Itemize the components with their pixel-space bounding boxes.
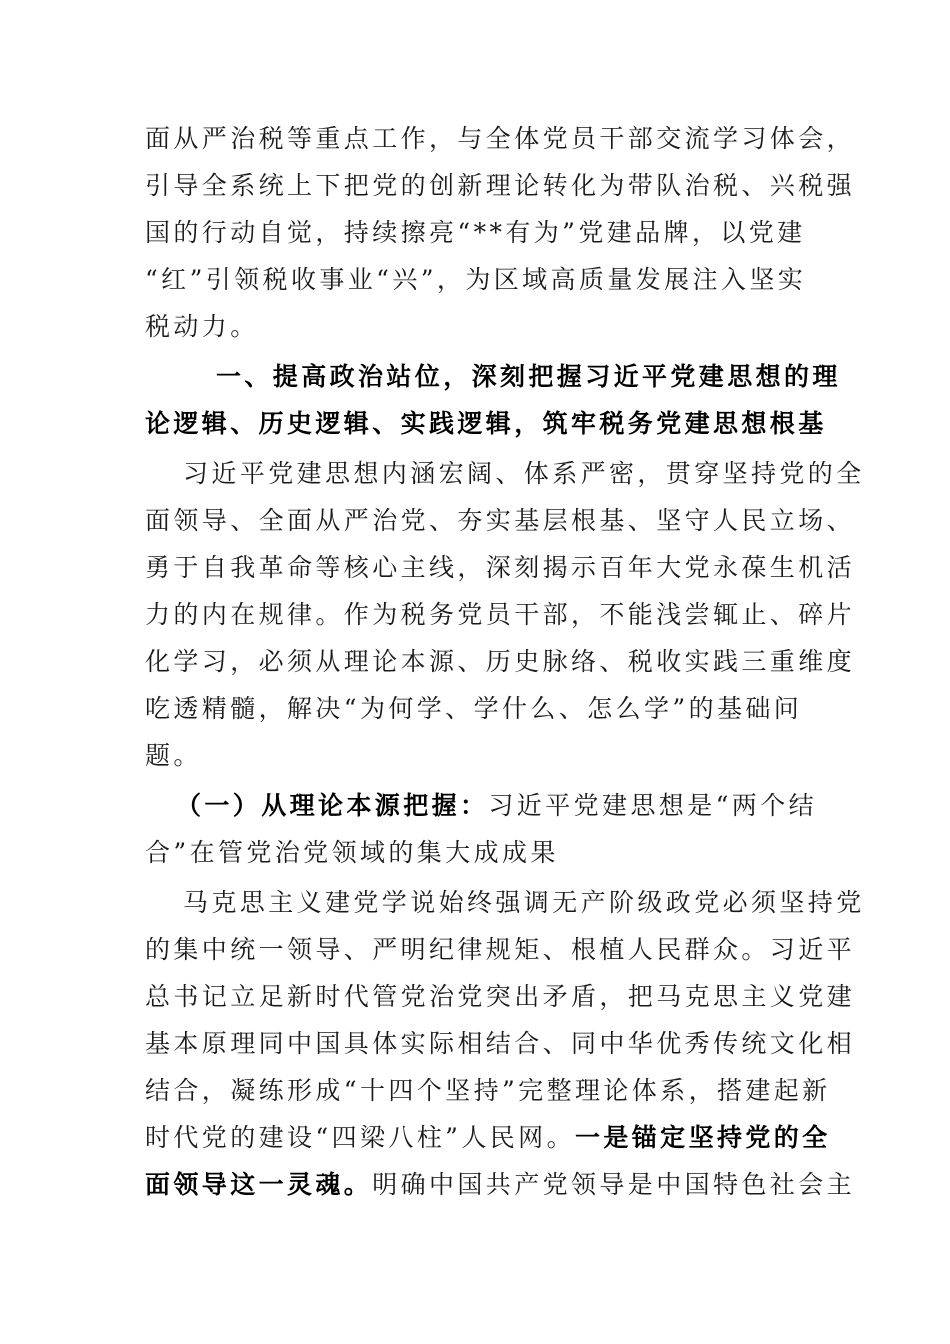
paragraph-1-line-1: 习近平党建思想内涵宏阔、体系严密，贯穿坚持党的全 [183, 459, 865, 488]
paragraph-2-line-2: 的集中统一领导、严明纪律规矩、根植人民群众。习近平 [145, 935, 856, 964]
paragraph-1-line-7: 题。 [145, 741, 202, 770]
paragraph-1-line-5: 化学习，必须从理论本源、历史脉络、税收实践三重维度 [145, 647, 856, 676]
paragraph-2-line-4: 基本原理同中国具体实际相结合、同中华优秀传统文化相 [145, 1029, 856, 1058]
paragraph-1-line-4: 力的内在规律。作为税务党员干部，不能浅尝辄止、碎片 [145, 600, 856, 629]
subsection-heading-line-2: 合”在管党治党领域的集大成成果 [145, 838, 559, 867]
intro-line-4: “红”引领税收事业“兴”，为区域高质量发展注入坚实 [145, 265, 807, 294]
section-heading-line-1: 一、提高政治站位，深刻把握习近平党建思想的理 [216, 362, 841, 391]
paragraph-2-line-7 [145, 1170, 855, 1200]
paragraph-2-line-1: 马克思主义建党学说始终强调无产阶级政党必须坚持党 [183, 888, 865, 917]
intro-line-5: 税动力。 [145, 312, 259, 341]
paragraph-2-line-5: 结合，凝练形成“十四个坚持”完整理论体系，搭建起新 [145, 1076, 831, 1105]
paragraph-2-line-7-text: 明确中国共产党领导是中国特色社会主 [372, 1170, 856, 1199]
intro-line-1: 面从严治税等重点工作，与全体党员干部交流学习体会， [145, 124, 856, 153]
subsection-label: （一）从理论本源把握： [176, 791, 489, 820]
intro-line-3: 国的行动自觉，持续擦亮“**有为”党建品牌，以党建 [145, 218, 806, 247]
paragraph-1-line-3: 勇于自我革命等核心主线，深刻揭示百年大党永葆生机活 [145, 553, 856, 582]
paragraph-1-line-6: 吃透精髓，解决“为何学、学什么、怎么学”的基础问 [145, 694, 803, 723]
paragraph-2-line-6-emphasis: 一是锚定坚持党的全 [574, 1123, 831, 1152]
subsection-heading-text: 习近平党建思想是“两个结 [488, 791, 817, 820]
section-heading-line-2: 论逻辑、历史逻辑、实践逻辑，筑牢税务党建思想根基 [145, 409, 827, 438]
paragraph-2-line-6 [145, 1123, 831, 1153]
paragraph-2-line-3: 总书记立足新时代管党治党突出矛盾，把马克思主义党建 [145, 982, 856, 1011]
paragraph-2-line-6-text: 时代党的建设“四梁八柱”人民网。 [145, 1123, 575, 1152]
paragraph-2-line-7-emphasis: 面领导这一灵魂。 [145, 1170, 373, 1199]
paragraph-1-line-2: 面领导、全面从严治党、夯实基层根基、坚守人民立场、 [145, 506, 856, 535]
intro-line-2: 引导全系统上下把党的创新理论转化为带队治税、兴税强 [145, 171, 856, 200]
subsection-heading-line-1 [176, 791, 817, 821]
